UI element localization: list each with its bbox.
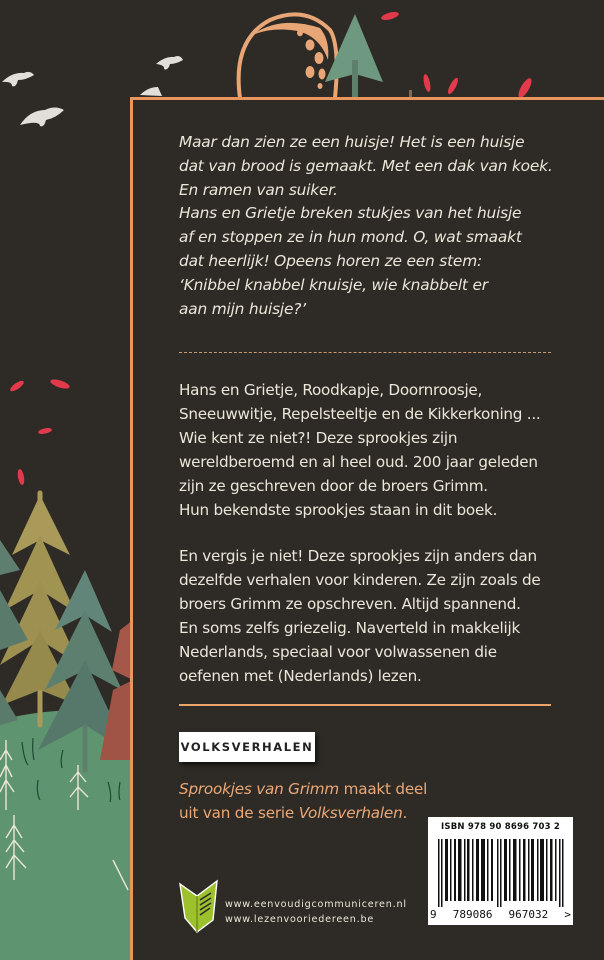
- excerpt-line: Hans en Grietje breken stukjes van het huisje: [179, 204, 522, 223]
- isbn-digit-group: 967032: [508, 908, 549, 921]
- blurb-line: wereldberoemd en al heel oud. 200 jaar geleden: [179, 453, 538, 471]
- isbn-digit-marker: >: [564, 908, 571, 921]
- barcode-icon: [436, 839, 566, 907]
- excerpt-line: aan mijn huisje?’: [179, 299, 306, 318]
- blurb-line: Nederlands, speciaal voor volwassenen die: [179, 643, 497, 661]
- excerpt-quote: [179, 131, 569, 321]
- moon-icon: [239, 14, 337, 98]
- excerpt-line: Maar dan zien ze een huisje! Het is een huisje: [179, 133, 525, 151]
- excerpt-line: ‘Knibbel knabbel knuisje, wie knabbelt er: [179, 275, 488, 294]
- blurb-paragraph-2: [179, 544, 569, 688]
- blurb-line: Hans en Grietje, Roodkapje, Doornroosje,: [179, 381, 483, 399]
- excerpt-line: dat van brood is gemaakt. Met een dak van koek.: [179, 156, 553, 175]
- isbn-barcode: [428, 817, 573, 925]
- isbn-digit-group: 789086: [452, 908, 493, 921]
- series-badge: [179, 732, 315, 762]
- blurb-line: Wie kent ze niet?! Deze sprookjes zijn: [179, 429, 458, 447]
- book-title: Sprookjes van Grimm: [179, 780, 339, 798]
- excerpt-line: En ramen van suiker.: [179, 180, 338, 199]
- series-text: uit van de serie: [179, 803, 299, 822]
- excerpt-line: dat heerlijk! Opeens horen ze een stem:: [179, 251, 482, 270]
- pine-tree-icon: [325, 14, 383, 98]
- publisher-urls: [225, 897, 407, 927]
- blurb-paragraph-1: [179, 378, 569, 522]
- publisher-url-link[interactable]: www.eenvoudigcommuniceren.nl: [225, 899, 407, 910]
- blurb-line: En soms zelfs griezelig. Naverteld in makkelijk: [179, 619, 521, 637]
- series-badge-label: VOLKSVERHALEN: [180, 740, 314, 754]
- dashed-divider: [179, 352, 551, 353]
- blurb-line: oefenen met (Nederlands) lezen.: [179, 667, 422, 685]
- series-name: Volksverhalen: [298, 803, 403, 822]
- excerpt-line: af en stoppen ze in hun mond. O, wat smaakt: [179, 228, 522, 247]
- isbn-digits: [430, 908, 571, 921]
- series-note: [179, 778, 427, 825]
- blurb-line: Hun bekendste sprookjes staan in dit boek.: [179, 501, 498, 519]
- blurb-line: zijn ze geschreven door de broers Grimm.: [179, 477, 488, 495]
- isbn-digit-prefix: 9: [430, 908, 437, 921]
- open-book-icon: [177, 878, 221, 934]
- blurb-line: En vergis je niet! Deze sprookjes zijn anders dan: [179, 547, 537, 565]
- solid-divider: [179, 704, 551, 706]
- publisher-url-link[interactable]: www.lezenvooriedereen.be: [225, 914, 375, 925]
- blurb-line: Sneeuwwitje, Repelsteeltje en de Kikkerkoning ...: [179, 405, 541, 423]
- series-text: maakt deel: [338, 780, 428, 798]
- isbn-label: ISBN 978 90 8696 703 2: [441, 822, 560, 832]
- series-text: .: [402, 803, 408, 822]
- blurb-line: dezelfde verhalen voor kinderen. Ze zijn zoals de: [179, 571, 541, 589]
- blurb-line: broers Grimm ze opschreven. Altijd spannend.: [179, 595, 521, 613]
